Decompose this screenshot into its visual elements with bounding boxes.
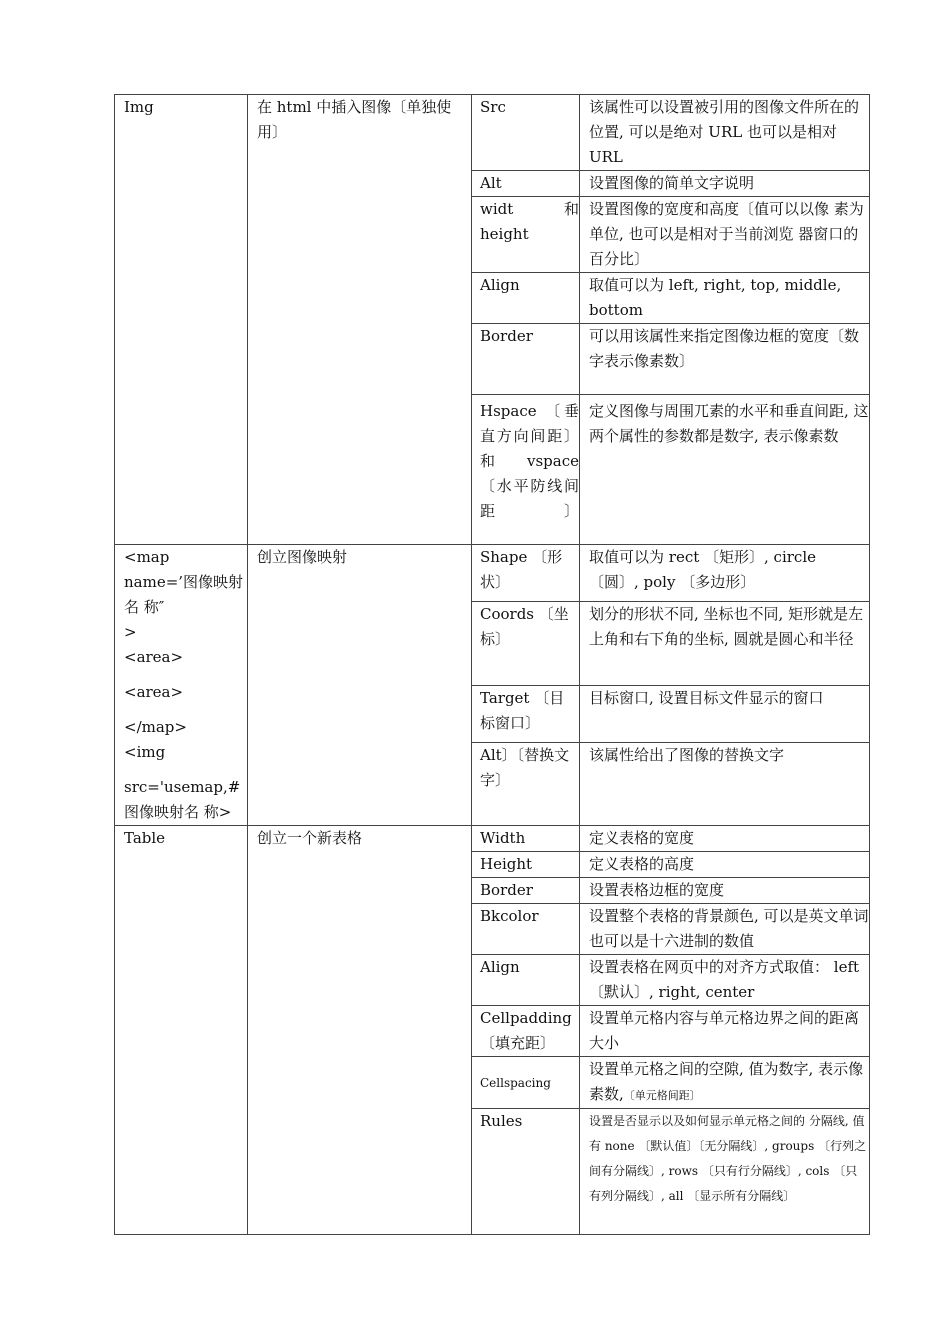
- attr-desc-text: 设置单元格之间的空隙, 值为数字, 表示像素数,: [589, 1060, 864, 1103]
- attr-desc-cell: 取值可以为 rect 〔矩形〕, circle 〔圆〕, poly 〔多边形〕: [580, 545, 870, 602]
- attr-name-cell: Width: [472, 826, 580, 852]
- map-tag-line: <img: [124, 743, 166, 761]
- map-tag-line: <area>: [124, 683, 184, 701]
- attr-desc-cell: 取值可以为 left, right, top, middle, bottom: [580, 273, 870, 324]
- attr-name-cell: Rules: [472, 1109, 580, 1235]
- img-tag-cell: Img: [115, 95, 248, 545]
- attr-desc-cell: 定义表格的宽度: [580, 826, 870, 852]
- map-tag-line: >: [124, 623, 137, 641]
- attr-desc-cell: 设置图像的简单文字说明: [580, 171, 870, 197]
- table-tag-cell: Table: [115, 826, 248, 1235]
- attr-desc-cell: 设置整个表格的背景颜色, 可以是英文单词也可以是十六进制的数值: [580, 904, 870, 955]
- attr-name-cell: [472, 1057, 580, 1109]
- attr-desc-cell: 设置表格边框的宽度: [580, 878, 870, 904]
- attr-name-text: Cellspacing: [480, 1075, 551, 1090]
- attr-desc-cell: 设置表格在网页中的对齐方式取值： left 〔默认〕, right, center: [580, 955, 870, 1006]
- attr-name-cell: Alt: [472, 171, 580, 197]
- attr-desc-cell: 设置是否显示以及如何显示单元格之间的 分隔线, 值有 none 〔默认值〕〔无分隔线〕, groups 〔行列之间有分隔线〕, rows 〔只有行分隔线〕, cols 〔只有列分隔线〕, all 〔显示所有分隔线〕: [580, 1109, 870, 1235]
- map-tag-line: <area>: [124, 648, 184, 666]
- attr-name-cell: Border: [472, 324, 580, 395]
- attr-desc-cell: 设置图像的宽度和高度〔值可以以像 素为单位, 也可以是相对于当前浏览 器窗口的百分比〕: [580, 197, 870, 273]
- attr-desc-cell: 定义表格的高度: [580, 852, 870, 878]
- map-desc-cell: 创立图像映射: [248, 545, 472, 826]
- table-desc-cell: 创立一个新表格: [248, 826, 472, 1235]
- attr-desc-cell: [580, 1057, 870, 1109]
- img-desc-cell: 在 html 中插入图像〔单独使用〕: [248, 95, 472, 545]
- map-tag-cell: [115, 545, 248, 826]
- attr-name-cell: Cellpadding 〔填充距〕: [472, 1006, 580, 1057]
- attr-desc-cell: 设置单元格内容与单元格边界之间的距离大小: [580, 1006, 870, 1057]
- attr-name-cell: Shape 〔形状〕: [472, 545, 580, 602]
- map-tag-line: src='usemap,# 图像映射名 称>: [124, 778, 241, 821]
- attr-name-cell: Border: [472, 878, 580, 904]
- attr-name-cell: Alt〕〔替换文字〕: [472, 743, 580, 826]
- attr-name-cell: Target 〔目标窗口〕: [472, 686, 580, 743]
- map-tag-line: <map name=’图像映射名 称″: [124, 548, 244, 616]
- attr-name-cell: Coords 〔坐标〕: [472, 602, 580, 686]
- attr-name-cell: Src: [472, 95, 580, 171]
- attr-name-cell: widt 和 height: [472, 197, 580, 273]
- attr-desc-cell: 可以用该属性来指定图像边框的宽度〔数字表示像素数〕: [580, 324, 870, 395]
- attr-name-cell: Align: [472, 955, 580, 1006]
- attr-desc-cell: 定义图像与周围兀素的水平和垂直间距, 这两个属性的参数都是数字, 表示像素数: [580, 395, 870, 545]
- map-tag-line: </map>: [124, 718, 187, 736]
- attr-name-cell: Align: [472, 273, 580, 324]
- attr-name-cell: Bkcolor: [472, 904, 580, 955]
- html-tags-table: [114, 94, 870, 1235]
- attr-desc-cell: 该属性给出了图像的替换文字: [580, 743, 870, 826]
- attr-name-cell: Hspace 〔垂直方向间距〕 和 vspace 〔水平防线间距〕: [472, 395, 580, 545]
- attr-desc-note: 〔单元格间距〕: [623, 1089, 701, 1102]
- attr-desc-cell: 划分的形状不同, 坐标也不同, 矩形就是左上角和右下角的坐标, 圆就是圆心和半径: [580, 602, 870, 686]
- attr-desc-cell: 目标窗口, 设置目标文件显示的窗口: [580, 686, 870, 743]
- attr-name-cell: Height: [472, 852, 580, 878]
- attr-desc-cell: 该属性可以设置被引用的图像文件所在的位置, 可以是绝对 URL 也可以是相对 URL: [580, 95, 870, 171]
